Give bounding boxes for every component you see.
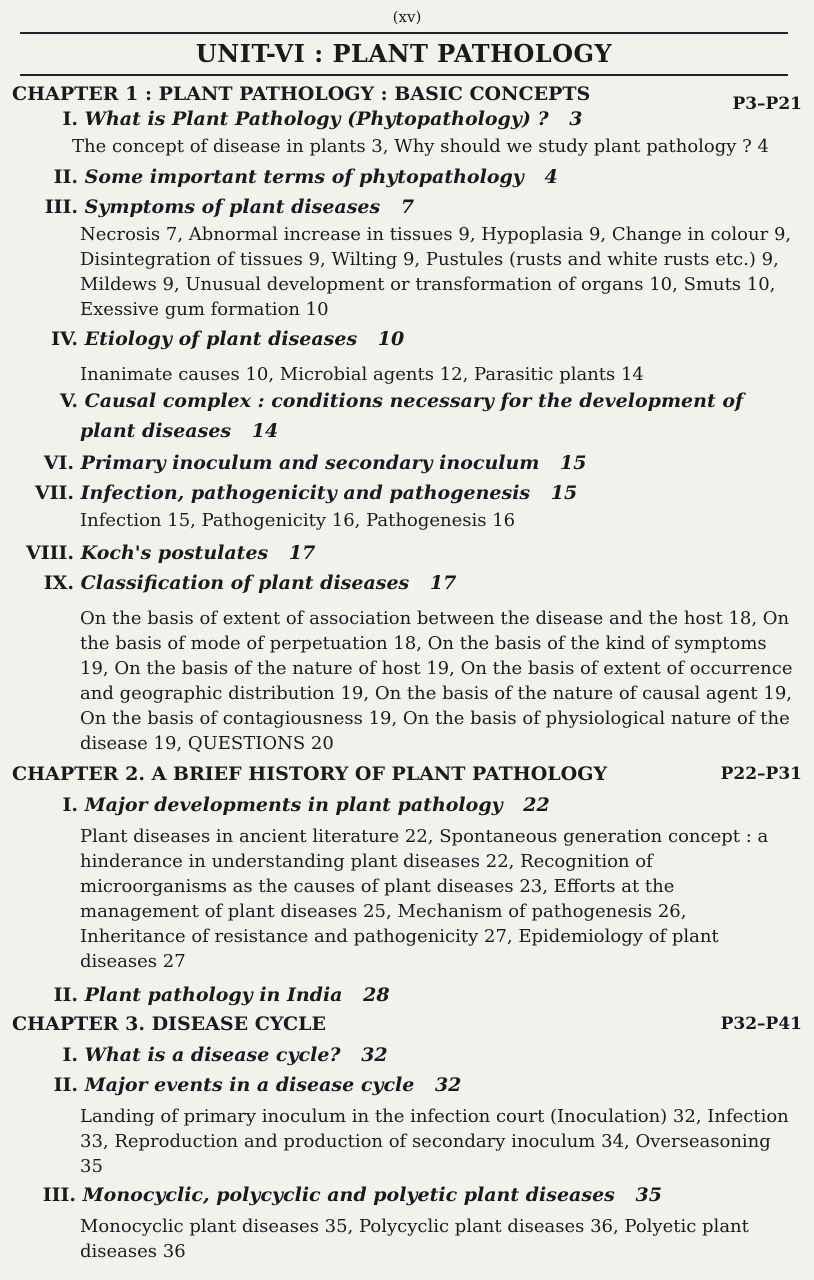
- unit-title: UNIT-VI : PLANT PATHOLOGY: [20, 32, 788, 76]
- section-entry: IX. Classification of plant diseases 17: [43, 572, 457, 594]
- section-description: Landing of primary inoculum in the infection court (Inoculation) 32, Infection 33, Reproduction and production of secondary inoculum 34, Overseasoning 35: [80, 1106, 789, 1177]
- section-entry: III. Monocyclic, polycyclic and polyetic plant diseases 35: [42, 1184, 662, 1206]
- section-description: Monocyclic plant diseases 35, Polycyclic plant diseases 36, Polyetic plant diseases 36: [80, 1216, 749, 1262]
- section-page: 17: [288, 542, 316, 564]
- section-description: On the basis of extent of association between the disease and the host 18, On the basis of mode of perpetuation 18, On the basis of the kind of symptoms 19, On the basis of the nature of host 19, On the basis of extent of occurrence and geographic distribution 19, On the basis of the nature of causal agent 19, On the basis of contagiousness 19, On the basis of physiological nature of the disease 19, QUESTIONS 20: [80, 608, 793, 754]
- section-title: Classification of plant diseases: [80, 572, 410, 594]
- section-entry: VIII. Koch's postulates 17: [25, 542, 316, 564]
- section-page: 32: [361, 1044, 388, 1066]
- chapter-page-range: P22–P31: [720, 764, 802, 784]
- section-description: Inanimate causes 10, Microbial agents 12, Parasitic plants 14: [80, 364, 644, 385]
- section-title: Koch's postulates: [80, 542, 269, 564]
- section-entry: IV. Etiology of plant diseases 10: [51, 328, 405, 350]
- section-entry-continuation: [80, 418, 278, 444]
- section-entry: II. Major events in a disease cycle 32: [53, 1074, 462, 1096]
- section-title: Primary inoculum and secondary inoculum: [80, 452, 540, 474]
- chapter-title: CHAPTER 3. DISEASE CYCLE: [12, 1013, 327, 1035]
- section-description: The concept of disease in plants 3, Why should we study plant pathology ? 4: [72, 136, 769, 157]
- section-entry: III. Symptoms of plant diseases 7: [44, 196, 415, 218]
- section-title: Etiology of plant diseases: [84, 328, 358, 350]
- section-page: 7: [400, 196, 415, 218]
- section-title: What is a disease cycle?: [84, 1044, 341, 1066]
- section-title: Causal complex : conditions necessary for the development of: [84, 390, 744, 412]
- chapter-heading: [12, 762, 802, 786]
- section-page: 35: [635, 1184, 662, 1206]
- section-title: Some important terms of phytopathology: [84, 166, 524, 188]
- page-number: (xv): [392, 8, 422, 26]
- section-entry: VII. Infection, pathogenicity and pathogenesis 15: [34, 482, 578, 504]
- section-title: Major developments in plant pathology: [84, 794, 503, 816]
- section-page: 14: [251, 420, 279, 442]
- section-description: Plant diseases in ancient literature 22, Spontaneous generation concept : a hinderance in understanding plant diseases 22, Recognition of microorganisms as the causes of plant diseases 23, Efforts at the management of plant diseases 25, Mechanism of pathogenesis 26, Inheritance of resistance and pathogenicity 27, Epidemiology of plant diseases 27: [80, 826, 769, 972]
- chapter-heading: [12, 82, 802, 114]
- chapter-page-range: P3–P21: [732, 94, 802, 114]
- section-title: What is Plant Pathology (Phytopathology) ?: [84, 108, 549, 130]
- section-page: 28: [363, 984, 390, 1006]
- section-title: Plant pathology in India: [84, 984, 343, 1006]
- section-entry: V. Causal complex : conditions necessary for the development of: [59, 390, 744, 412]
- section-title: Symptoms of plant diseases: [84, 196, 381, 218]
- section-entry: I. What is a disease cycle? 32: [62, 1044, 388, 1066]
- chapter-page-range: P32–P41: [720, 1014, 802, 1034]
- section-page: 17: [429, 572, 457, 594]
- section-page: 10: [377, 328, 405, 350]
- chapter-title: CHAPTER 2. A BRIEF HISTORY OF PLANT PATHOLOGY: [12, 763, 608, 785]
- section-title: plant diseases: [80, 420, 232, 442]
- section-entry: VI. Primary inoculum and secondary inoculum 15: [43, 452, 587, 474]
- section-entry: I. Major developments in plant pathology 22: [62, 794, 550, 816]
- section-description: Necrosis 7, Abnormal increase in tissues 9, Hypoplasia 9, Change in colour 9, Disintegration of tissues 9, Wilting 9, Pustules (rusts and white rusts etc.) 9, Mildews 9, Unusual development or transformation of organs 10, Smuts 10, Exessive gum formation 10: [80, 224, 792, 320]
- section-title: Infection, pathogenicity and pathogenesis: [80, 482, 531, 504]
- section-page: 4: [544, 166, 558, 188]
- section-title: Major events in a disease cycle: [84, 1074, 415, 1096]
- section-page: 3: [569, 108, 583, 130]
- section-page: 15: [560, 452, 587, 474]
- section-entry: I. What is Plant Pathology (Phytopathology) ? 3: [62, 108, 583, 130]
- chapter-heading: [12, 1012, 802, 1036]
- section-description: Infection 15, Pathogenicity 16, Pathogenesis 16: [80, 510, 516, 531]
- section-page: 15: [550, 482, 578, 504]
- section-entry: II. Plant pathology in India 28: [53, 984, 390, 1006]
- section-page: 22: [523, 794, 550, 816]
- section-entry: II. Some important terms of phytopathology 4: [53, 166, 558, 188]
- chapter-title: CHAPTER 1 : PLANT PATHOLOGY : BASIC CONCEPTS: [12, 83, 591, 105]
- section-page: 32: [434, 1074, 462, 1096]
- section-title: Monocyclic, polycyclic and polyetic plant diseases: [82, 1184, 615, 1206]
